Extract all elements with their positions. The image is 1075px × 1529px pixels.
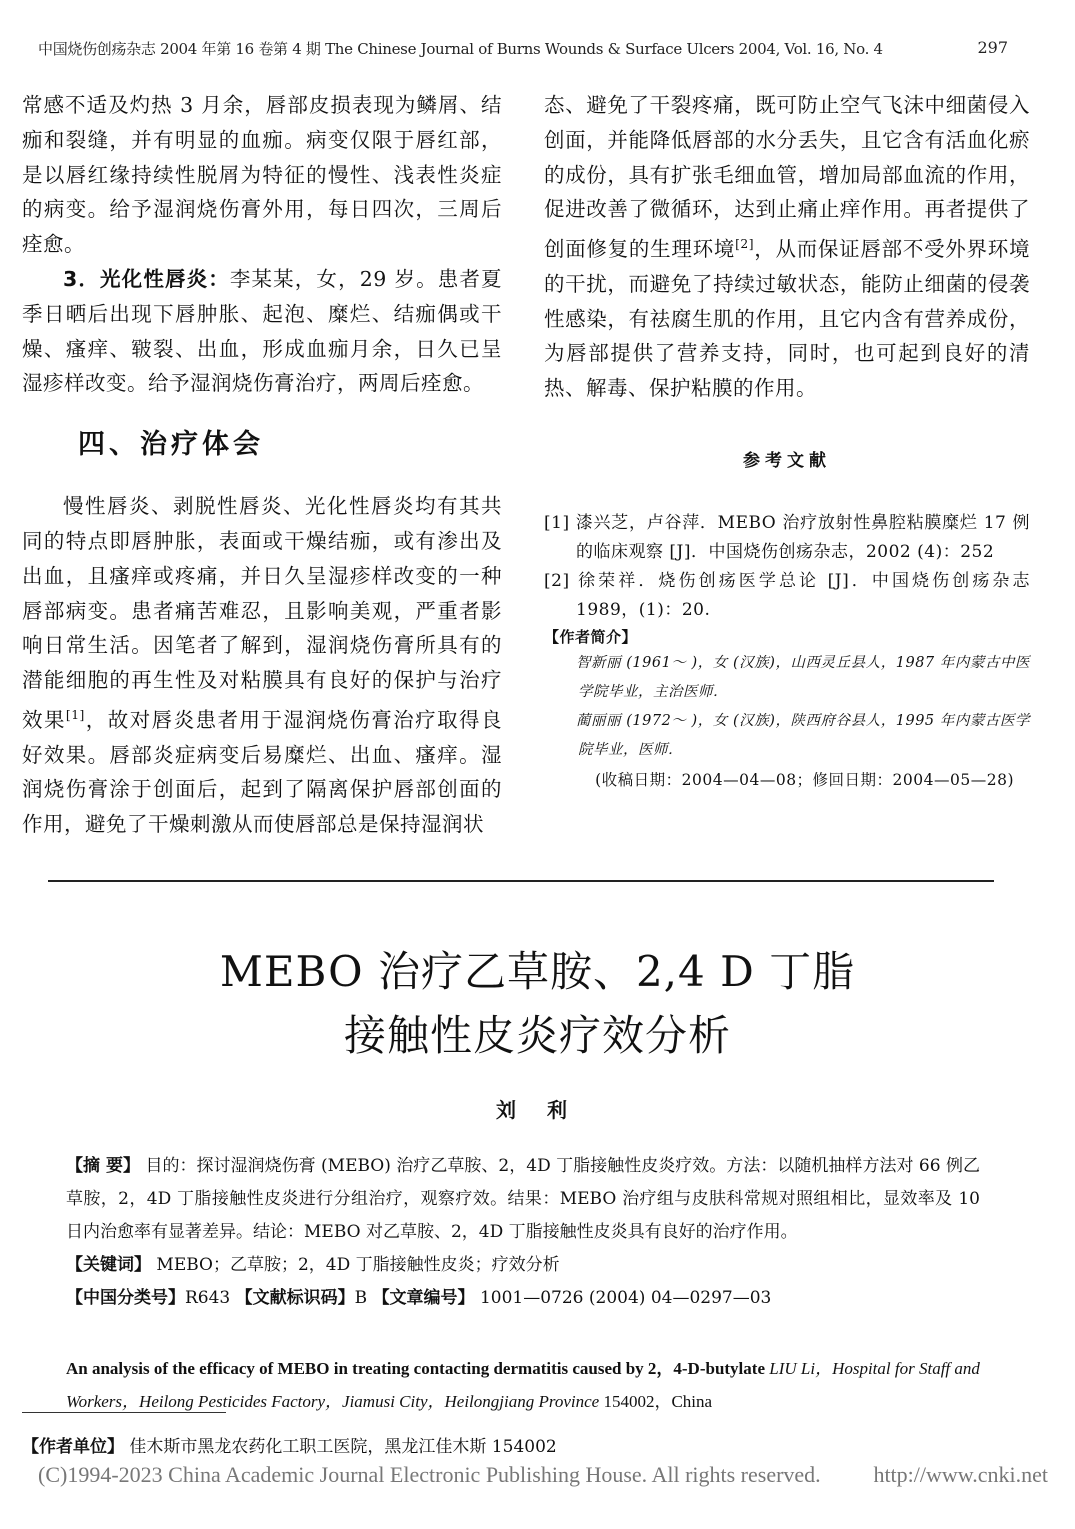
keywords xyxy=(66,1249,980,1282)
artno-tag: 【文章编号】 xyxy=(372,1288,475,1308)
case3-label: 3．光化性唇炎： xyxy=(63,266,230,291)
english-abstract-header xyxy=(66,1352,986,1418)
discussion-text-a: 慢性唇炎、剥脱性唇炎、光化性唇炎均有其共同的特点即唇肿胀，表面或干燥结痂，或有渗出及出血，且瘙痒或疼痛，并日久呈湿疹样改变的一种唇部病变。患者痛苦难忍，且影响美观，严重者影响日常生活。因笔者了解到，湿润烧伤膏所具有的潜能细胞的再生性及对粘膜具有良好的保护与治疗效果 xyxy=(22,494,502,732)
class-value: R643 xyxy=(185,1288,231,1308)
case3-text: 李某某，女，29 岁。患者夏季日晒后出现下唇肿胀、起泡、糜烂、结痂偶或干燥、瘙痒、皲裂、出血，形成血痂月余，日久已呈湿疹样改变。给予湿润烧伤膏治疗，两周后痊愈。 xyxy=(22,266,502,396)
article-title xyxy=(0,940,1075,1068)
case2-continuation: 常感不适及灼热 3 月余，唇部皮损表现为鳞屑、结痂和裂缝，并有明显的血痂。病变仅限于唇红部，是以唇红缘持续性脱屑为特征的慢性、浅表性炎症的病变。给予湿润烧伤膏外用，每日四次，三周后痊愈。 xyxy=(22,93,502,257)
abstract-text: 目的：探讨湿润烧伤膏 (MEBO) 治疗乙草胺、2，4D 丁脂接触性皮炎疗效。方法：以随机抽样方法对 66 例乙草胺，2，4D 丁脂接触性皮炎进行分组治疗，观察疗效。结果：MEBO 治疗组与皮肤科常规对照组相比，显效率及 10 日内治愈率有显著差异。结论：MEBO 对乙草胺、2，4D 丁脂接触性皮炎具有良好的治疗作用。 xyxy=(66,1156,980,1242)
class-tag: 【中国分类号】 xyxy=(66,1288,185,1308)
right-column xyxy=(544,88,1030,795)
english-author: LIU Li，Hospital for Staff and Workers，Heilong Pesticides Factory，Jiamusi City，Heilongjiang Province xyxy=(66,1359,980,1411)
copyright-url[interactable]: http://www.cnki.net xyxy=(873,1462,1048,1487)
abstract xyxy=(66,1150,980,1249)
english-postcode: 154002，China xyxy=(603,1392,713,1411)
title-line-2: 接触性皮炎疗效分析 xyxy=(343,1011,731,1060)
discussion-continuation xyxy=(544,88,1030,406)
docid-tag: 【文献标识码】 xyxy=(235,1288,355,1308)
author-bio: 蔺丽丽 (1972～ )，女 (汉族)，陕西府谷县人，1995 年内蒙古医学院毕业，医师． xyxy=(576,712,1030,758)
copyright-footer xyxy=(38,1462,1048,1488)
title-line-1: MEBO 治疗乙草胺、2,4 D 丁脂 xyxy=(219,947,856,996)
received-dates: (收稿日期：2004—04—08；修回日期：2004—05—28) xyxy=(595,770,1014,789)
keywords-text: MEBO；乙草胺；2，4D 丁脂接触性皮炎；疗效分析 xyxy=(156,1255,560,1275)
abstract-block xyxy=(66,1150,980,1315)
abstract-tag: 【摘 要】 xyxy=(66,1156,141,1176)
citation-2: [2] xyxy=(735,237,754,252)
article-divider xyxy=(48,880,994,882)
copyright-text: (C)1994-2023 China Academic Journal Electronic Publishing House. All rights reserved. xyxy=(38,1462,821,1487)
unit-tag: 【作者单位】 xyxy=(22,1437,124,1457)
docid-value: B xyxy=(354,1288,368,1308)
reference-item: [1] 漆兴芝，卢谷萍．MEBO 治疗放射性鼻腔粘膜糜烂 17 例的临床观察 [J]．中国烧伤创疡杂志，2002 (4)：252 xyxy=(544,512,1030,562)
left-column xyxy=(22,88,502,842)
footnote-rule xyxy=(22,1412,226,1413)
journal-header: 中国烧伤创疡杂志 2004 年第 16 卷第 4 期 The Chinese Journal of Burns Wounds & Surface Ulcers 2004, Vol. 16, No. 4 xyxy=(38,40,883,58)
author-intro-title: 【作者简介】 xyxy=(544,627,638,646)
continuation-text-a: 态、避免了干裂疼痛，既可防止空气飞沫中细菌侵入创面，并能降低唇部的水分丢失，且它含有活血化瘀的成份，具有扩张毛细血管，增加局部血流的作用，促进改善了微循环，达到止痛止痒作用。再者提供了创面修复的生理环境 xyxy=(544,93,1030,262)
reference-item: [2] 徐荣祥．烧伤创疡医学总论 [J]．中国烧伤创疡杂志 1989，(1)：20. xyxy=(544,570,1030,620)
english-title: An analysis of the efficacy of MEBO in treating contacting dermatitis caused by 2，4-D-butylate xyxy=(66,1359,765,1378)
references-title: 参考文献 xyxy=(743,451,831,471)
artno-value: 1001—0726 (2004) 04—0297—03 xyxy=(479,1288,772,1308)
discussion-paragraph xyxy=(22,489,502,842)
discussion-text-b: ，故对唇炎患者用于湿润烧伤膏治疗取得良好效果。唇部炎症病变后易糜烂、出血、瘙痒。湿润烧伤膏涂于创面后，起到了隔离保护唇部创面的作用，避免了干燥刺激从而使唇部总是保持湿润状 xyxy=(22,707,503,837)
case3-paragraph xyxy=(22,262,502,401)
author-unit xyxy=(22,1434,722,1460)
author-bio: 智新丽 (1961～ )，女 (汉族)，山西灵丘县人，1987 年内蒙古中医学院毕业，主治医师． xyxy=(576,654,1030,700)
unit-value: 佳木斯市黑龙农药化工职工医院，黑龙江佳木斯 154002 xyxy=(129,1437,557,1457)
classification xyxy=(66,1282,980,1315)
keywords-tag: 【关键词】 xyxy=(66,1255,151,1275)
section-heading: 四、治疗体会 xyxy=(78,429,264,461)
running-header xyxy=(38,38,1008,62)
citation-1: [1] xyxy=(65,707,85,722)
continuation-text-b: ，从而保证唇部不受外界环境的干扰，而避免了持续过敏状态，能防止细菌的侵袭性感染，有祛腐生肌的作用，且它内含有营养成份，为唇部提供了营养支持，同时，也可起到良好的清热、解毒、保护粘膜的作用。 xyxy=(544,237,1030,401)
page-number: 297 xyxy=(977,38,1008,57)
article-author: 刘 利 xyxy=(496,1098,579,1122)
